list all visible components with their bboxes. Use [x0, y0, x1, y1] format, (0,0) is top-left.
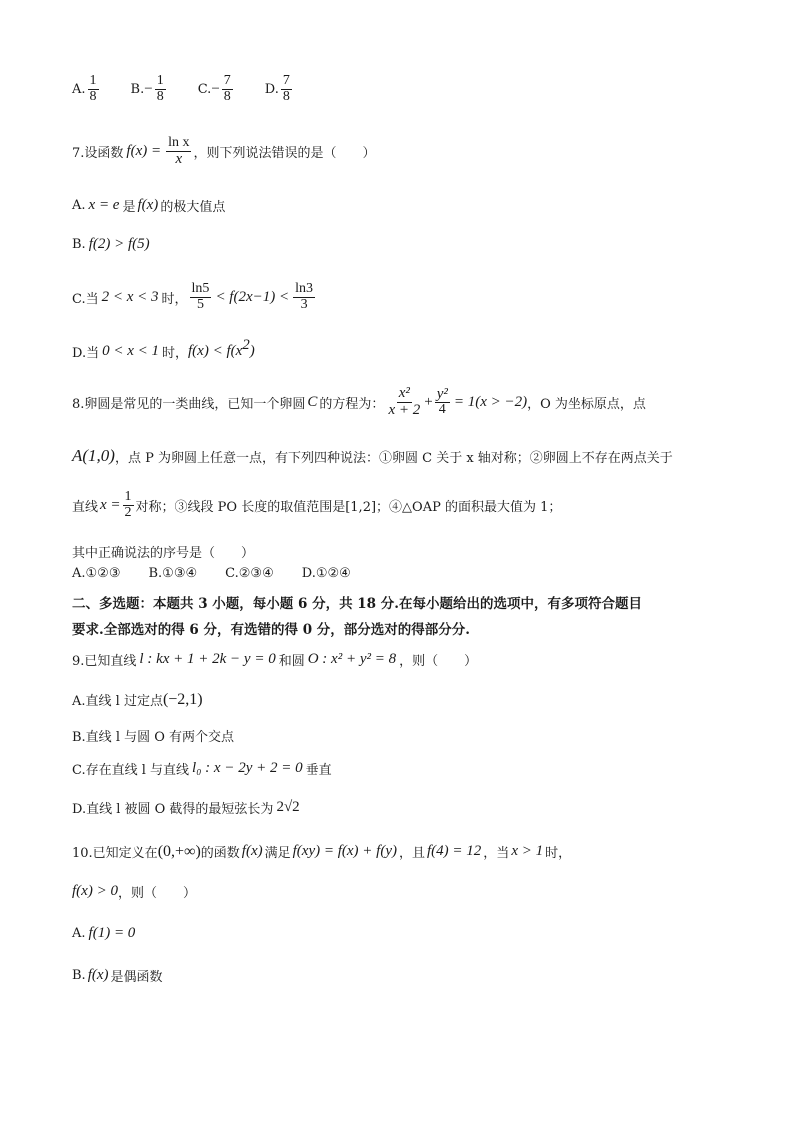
section-heading-line-1: 二、多选题：本题共 3 小题，每小题 6 分，共 18 分.在每小题给出的选项中，有多项符合题目 — [72, 596, 642, 612]
q9-stem: 9.已知直线 l : kx + 1 + 2k − y = 0 和圆 O : x² + y² = 8 ，则（ ） — [72, 651, 478, 669]
q8-options — [72, 566, 351, 581]
q6-option-a: A. $\frac{1}{8}$ — [72, 73, 97, 104]
q8-line-3: 直线 x = $\frac{1}{2}$ 对称；③线段 PO 长度的取值范围是[1,2]；④△OAP 的面积最大值为 1； — [72, 489, 562, 520]
q6-option-c: C. − $\frac{7}{8}$ — [197, 73, 231, 104]
q10-stem-line-2: f(x) > 0 ，则（ ） — [72, 883, 196, 901]
q6-options — [72, 74, 294, 104]
q8-line-2: A(1,0) ，点 P 为卵圆上任意一点，有下列四种说法：①卵圆 C 关于 x 轴对称；②卵圆上不存在两点关于 — [72, 446, 673, 466]
q10-option-b: B. f(x) 是偶函数 — [72, 967, 163, 985]
q9-option-b: B.直线 l 与圆 O 有两个交点 — [72, 730, 235, 745]
q7-option-d: D.当 0 < x < 1 时， f(x) < f(x $^2$ ) — [72, 337, 255, 361]
q7-option-b: B. f(2) > f(5) — [72, 236, 150, 252]
q7-option-a: A. x = e 是 f(x) 的极大值点 — [72, 197, 226, 215]
q9-option-d: D.直线 l 被圆 O 截得的最短弦长为 2√2 — [72, 799, 300, 817]
q8-line-4: 其中正确说法的序号是（ ） — [72, 546, 255, 561]
q9-option-a: A.直线 l 过定点 (−2,1) — [72, 690, 203, 709]
section-heading-line-2: 要求.全部选对的得 6 分，有选错的得 0 分，部分选对的得部分分. — [72, 622, 470, 638]
q9-option-c: C.存在直线 l 与直线 l₀ : x − 2y + 2 = 0 垂直 — [72, 760, 332, 778]
q10-stem-line-1: 10.已知定义在 (0,+∞) 的函数 f(x) 满足 f(xy) = f(x) + f(y) ，且 f(4) = 12 ，当 x > 1 时， — [72, 842, 572, 861]
q7-stem: 7.设函数 f(x) = $\frac{\text{ln x}}{x}$ ，则下列说法错误的是（ ） — [72, 135, 376, 167]
q8-line-1: 8.卵圆是常见的一类曲线，已知一个卵圆 C 的方程为： $\frac{\text{x²}}{x + 2}$ + $\frac{\text{y²}}{4}$ = 1(x > −2) ，O 为坐标原点，点 — [72, 385, 646, 418]
q6-option-b: B. − $\frac{1}{8}$ — [130, 73, 164, 104]
q8-option-d: D.①②④ — [301, 566, 351, 581]
q8-option-b: B.①③④ — [148, 566, 198, 581]
q7-option-c: C.当 2 < x < 3 时， $\frac{\ln 5}{5}$ < f(2x−1) < $\frac{\ln 3}{3}$ — [72, 281, 314, 312]
q6-option-d: D. $\frac{7}{8}$ — [264, 73, 290, 104]
q8-option-c: C.②③④ — [225, 566, 274, 581]
q8-option-a: A.①②③ — [72, 566, 121, 581]
q10-option-a: A. f(1) = 0 — [72, 925, 136, 941]
